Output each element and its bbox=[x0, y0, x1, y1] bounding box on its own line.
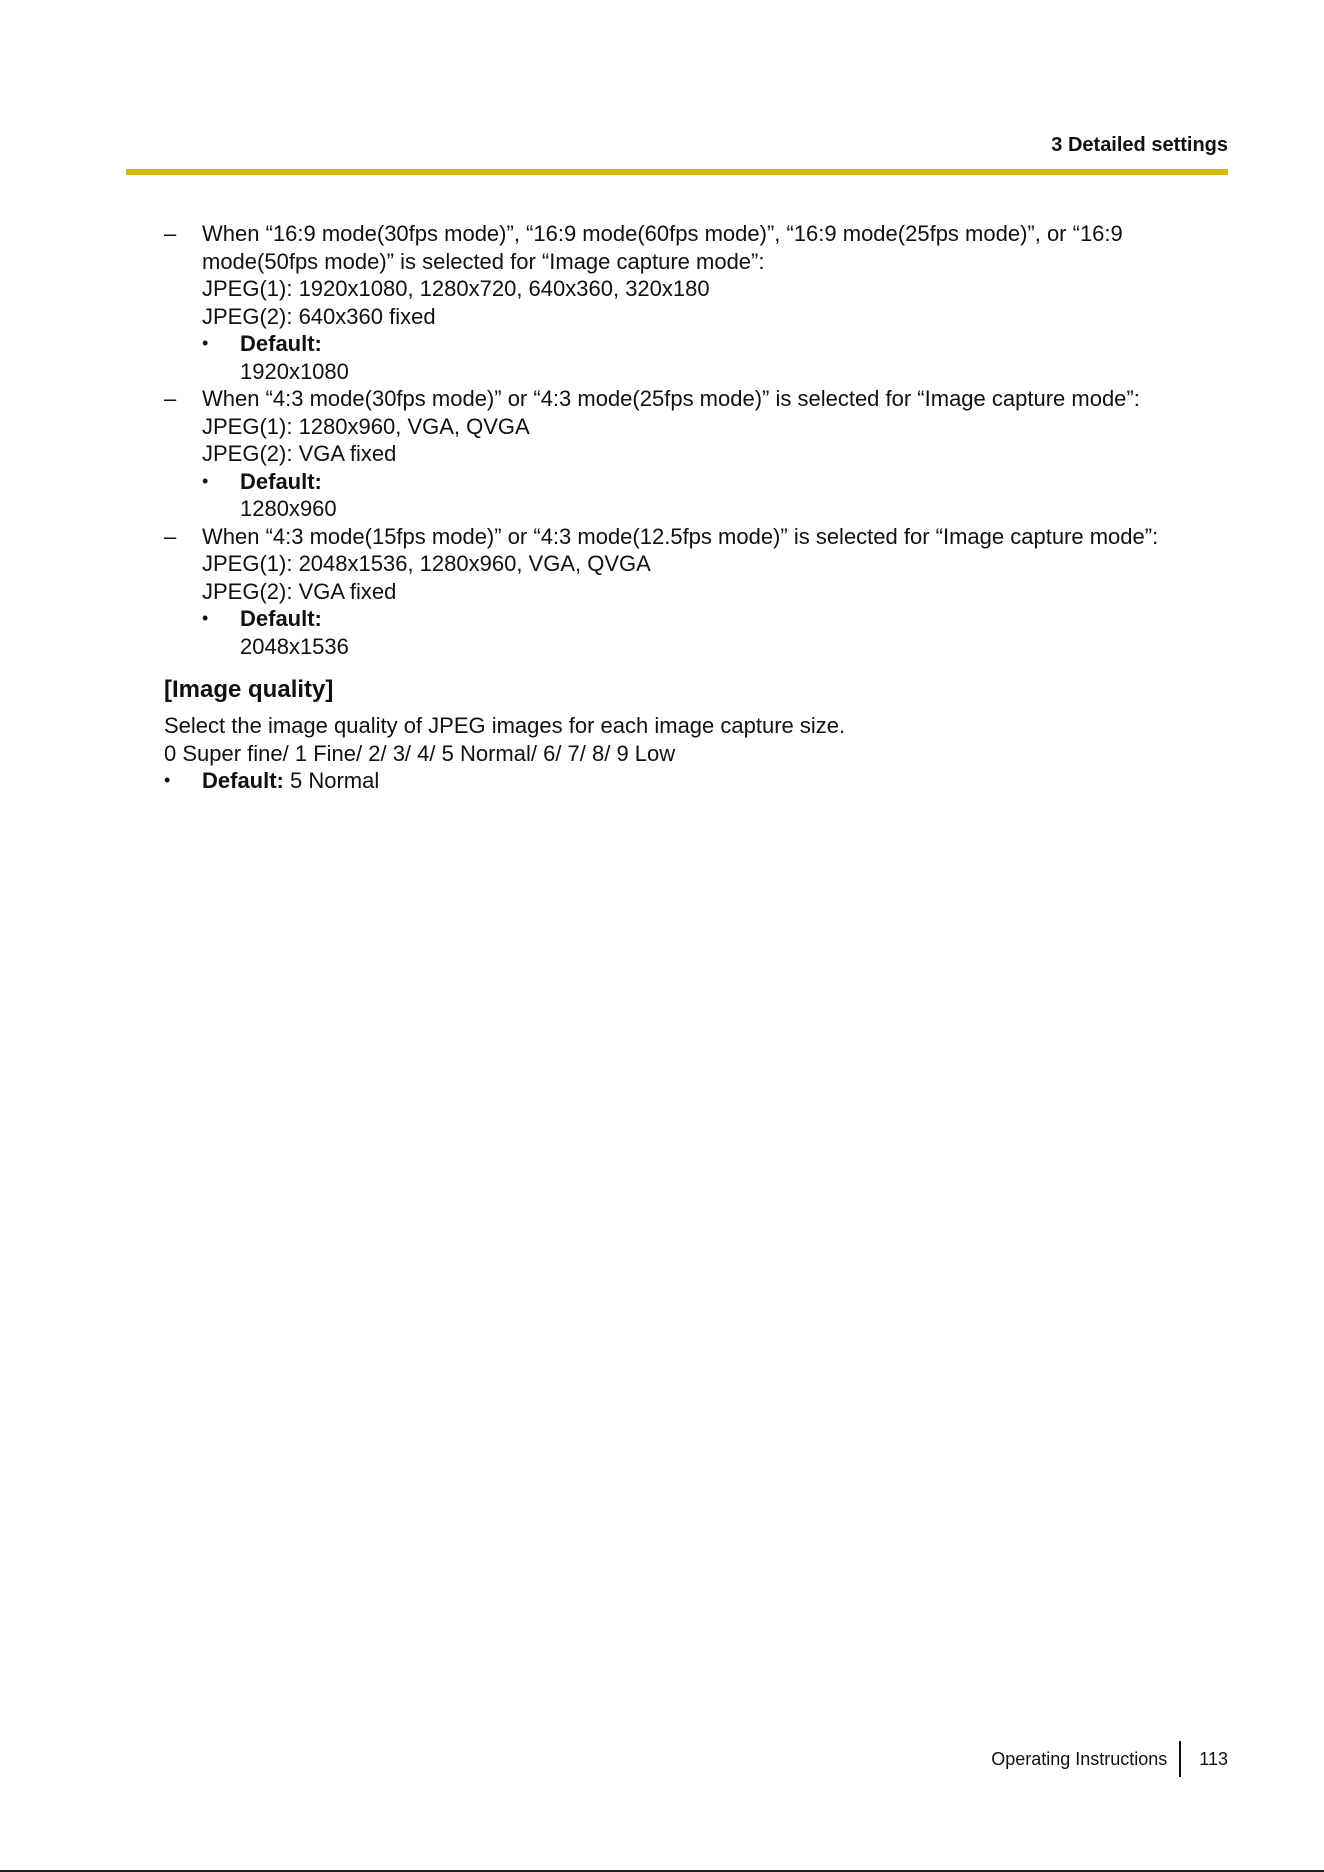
list-item bbox=[164, 523, 1204, 661]
default-value: 5 Normal bbox=[290, 768, 380, 793]
item-line: JPEG(1): 1280x960, VGA, QVGA bbox=[202, 413, 530, 439]
default-entry bbox=[202, 605, 1204, 660]
dash-marker: – bbox=[164, 523, 177, 549]
image-quality-section bbox=[164, 676, 1204, 795]
bullet-marker: • bbox=[164, 770, 171, 790]
item-line: When “16:9 mode(30fps mode)”, “16:9 mode(60fps mode)”, “16:9 mode(25fps mode)”, or “16:9 bbox=[202, 221, 1123, 246]
item-line: When “4:3 mode(15fps mode)” or “4:3 mode(12.5fps mode)” is selected for “Image capture mode”: bbox=[202, 523, 1159, 549]
dash-marker: – bbox=[164, 386, 177, 411]
bullet-marker: • bbox=[202, 470, 209, 491]
default-entry bbox=[202, 330, 1204, 385]
page-number: 113 bbox=[1199, 1748, 1228, 1769]
default-entry bbox=[202, 468, 1204, 523]
item-line: When “4:3 mode(30fps mode)” or “4:3 mode(25fps mode)” is selected for “Image capture mode”: bbox=[202, 386, 1140, 411]
item-line: JPEG(1): 1920x1080, 1280x720, 640x360, 320x180 bbox=[202, 276, 710, 301]
default-value: 1280x960 bbox=[240, 496, 337, 521]
list-item bbox=[164, 385, 1204, 523]
default-entry bbox=[164, 767, 1204, 795]
default-label: Default: bbox=[240, 331, 322, 356]
default-label: Default: bbox=[202, 768, 290, 793]
footer-divider bbox=[1179, 1741, 1181, 1777]
bullet-marker: • bbox=[202, 608, 209, 628]
footer-label: Operating Instructions bbox=[991, 1748, 1168, 1769]
section-heading: [Image quality] bbox=[164, 676, 334, 703]
page-header-title: 3 Detailed settings bbox=[1051, 134, 1228, 156]
item-line: JPEG(2): VGA fixed bbox=[202, 578, 397, 604]
default-label: Default: bbox=[240, 468, 322, 494]
page-content bbox=[164, 220, 1204, 660]
item-line: JPEG(1): 2048x1536, 1280x960, VGA, QVGA bbox=[202, 551, 651, 576]
item-line: JPEG(2): 640x360 fixed bbox=[202, 303, 436, 329]
default-value: 1920x1080 bbox=[240, 358, 349, 384]
dash-marker: – bbox=[164, 221, 177, 246]
item-line: JPEG(2): VGA fixed bbox=[202, 441, 397, 466]
section-description: Select the image quality of JPEG images for each image capture size. bbox=[164, 713, 846, 738]
quality-options: 0 Super fine/ 1 Fine/ 2/ 3/ 4/ 5 Normal/ 6/ 7/ 8/ 9 Low bbox=[164, 740, 676, 766]
page-footer bbox=[991, 1741, 1228, 1777]
default-label: Default: bbox=[240, 606, 322, 631]
bullet-marker: • bbox=[202, 333, 209, 353]
default-value: 2048x1536 bbox=[240, 633, 349, 659]
list-item bbox=[164, 220, 1204, 385]
item-line: mode(50fps mode)” is selected for “Image capture mode”: bbox=[202, 248, 765, 274]
header-rule bbox=[126, 169, 1228, 175]
